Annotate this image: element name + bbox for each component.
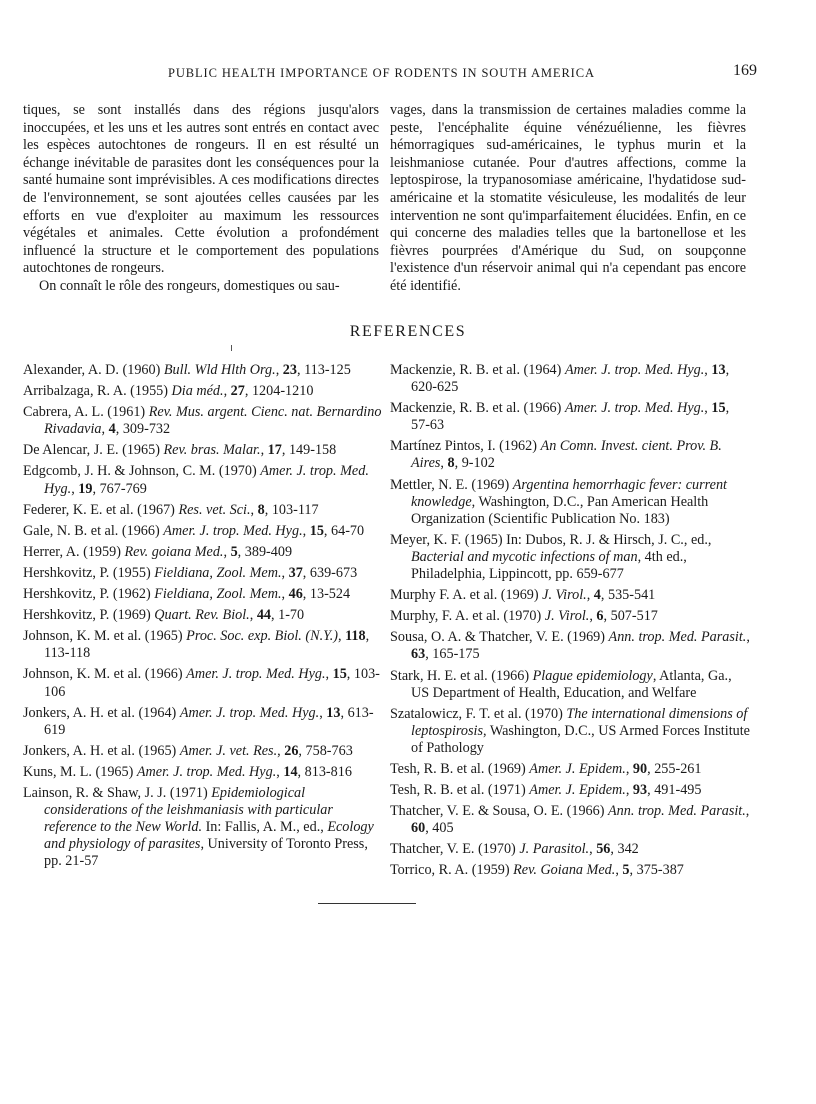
reference-volume: 17 <box>267 442 282 459</box>
reference-authors: Jonkers, A. H. et al. (1965) <box>23 742 180 759</box>
reference-volume: 27 <box>230 383 245 400</box>
reference-publisher: , Atlanta, Ga., US Department of Health, Education, and Welfare <box>411 667 732 701</box>
reference-list-left <box>23 362 383 874</box>
reference-pages: 389-409 <box>244 543 293 560</box>
reference-publisher: , Washington, D.C., Pan American Health Organization (Scientific Publication No. 183) <box>411 493 709 527</box>
reference-source: Amer. J. Epidem. <box>529 760 626 777</box>
reference-authors: Edgcomb, J. H. & Johnson, C. M. (1970) <box>23 463 261 480</box>
reference-pages: 813-816 <box>304 763 352 780</box>
reference-source: Bacterial and mycotic infections of man <box>411 548 638 565</box>
reference-authors: Mackenzie, R. B. et al. (1964) <box>390 362 565 378</box>
reference-source: Amer. J. trop. Med. Hyg. <box>564 362 705 378</box>
reference-authors: Sousa, O. A. & Thatcher, V. E. (1969) <box>390 629 609 646</box>
reference-volume: 118 <box>345 628 366 645</box>
reference-publisher: , 4th ed., Philadelphia, Lippincott, pp. 659-677 <box>411 548 687 583</box>
references-heading: REFERENCES <box>349 323 467 340</box>
body-paragraph: vages, dans la transmission de certaines maladies comme la peste, l'encéphalite équine vénézuélienne, les fièvres hémorragiques sud-américaines, le typhus murin et la leishmaniose cutanée. Pour d'autres affections, comme la leptospirose, la trypanosomiase américaine, l'hydatidose sud-américaine et la stomatite vésiculeuse, les modalités de leur intervention ne sont qu'imparfaitement élucidées. Enfin, en ce qui concerne des maladies telles que la bartonellose et les fièvres pourprées d'Amérique du Sud, on soupçonne l'existence d'un réservoir animal qui n'a cependant pas encore été identifié. <box>390 102 746 294</box>
reference-item: Johnson, K. M. et al. (1965) Proc. Soc. exp. Biol. (N.Y.), 118, 113-118 <box>23 628 370 662</box>
reference-source: An Comn. Invest. cient. Prov. B. Aires <box>411 438 722 472</box>
running-title: PUBLIC HEALTH IMPORTANCE OF RODENTS IN SOUTH AMERICA <box>168 66 595 80</box>
reference-volume: 13 <box>711 362 726 378</box>
reference-source: Amer. J. Epidem. <box>529 782 626 799</box>
reference-authors: Murphy, F. A. et al. (1970) <box>390 608 545 625</box>
reference-item: Alexander, A. D. (1960) Bull. Wld Hlth Org., 23, 113-125 <box>23 362 351 378</box>
reference-authors: Hershkovitz, P. (1955) <box>23 564 155 581</box>
reference-pages: 620-625 <box>411 379 459 396</box>
reference-pages: 639-673 <box>309 564 358 581</box>
reference-editor: In: Fallis, A. M., ed., <box>202 819 328 836</box>
reference-source: Amer. J. trop. Med. Hyg. <box>136 763 277 780</box>
reference-authors: Herrer, A. (1959) <box>23 543 125 560</box>
reference-pages: 613-619 <box>44 704 374 738</box>
reference-volume: 6 <box>596 608 604 625</box>
reference-pages: 1-70 <box>278 607 305 624</box>
body-text-right-column <box>390 102 746 296</box>
reference-volume: 4 <box>108 421 116 438</box>
reference-item: Kuns, M. L. (1965) Amer. J. trop. Med. Hyg., 14, 813-816 <box>23 763 352 780</box>
reference-pages: 375-387 <box>636 862 684 879</box>
reference-pages: 535-541 <box>607 587 656 604</box>
reference-item: Herrer, A. (1959) Rev. goiana Med., 5, 389-409 <box>23 543 293 560</box>
reference-authors: Gale, N. B. et al. (1966) <box>23 522 164 539</box>
reference-volume: 8 <box>447 455 455 472</box>
reference-authors: Arribalzaga, R. A. (1955) <box>23 383 172 400</box>
reference-pages: 309-732 <box>122 421 171 438</box>
reference-source: Ann. trop. Med. Parasit. <box>608 803 746 820</box>
reference-item: Cabrera, A. L. (1961) Rev. Mus. argent. Cienc. nat. Bernardino Rivadavia, 4, 309-732 <box>23 404 382 438</box>
reference-volume: 56 <box>596 841 611 858</box>
reference-source: Amer. J. trop. Med. Hyg. <box>179 704 320 721</box>
reference-item: Hershkovitz, P. (1969) Quart. Rev. Biol., 44, 1-70 <box>23 607 305 624</box>
reference-pages: 405 <box>432 820 454 837</box>
reference-volume: 46 <box>288 586 303 603</box>
reference-volume: 14 <box>283 763 298 780</box>
reference-item: Tesh, R. B. et al. (1971) Amer. J. Epidem., 93, 491-495 <box>390 782 702 799</box>
reference-source: Amer. J. vet. Res. <box>179 742 278 759</box>
reference-pages: 1204-1210 <box>251 383 314 400</box>
reference-source: Rev. Mus. argent. Cienc. nat. Bernardino Rivadavia <box>44 404 382 438</box>
reference-authors: Cabrera, A. L. (1961) <box>23 404 149 421</box>
reference-book-title: Ecology and physiology of parasites <box>44 819 374 853</box>
reference-source: Ann. trop. Med. Parasit. <box>608 629 747 646</box>
page-number: 169 <box>733 62 757 79</box>
end-rule <box>318 903 416 904</box>
reference-pages: 64-70 <box>331 522 365 539</box>
reference-source: Res. vet. Sci. <box>178 501 251 518</box>
reference-item: De Alencar, J. E. (1965) Rev. bras. Malar., 17, 149-158 <box>23 442 337 459</box>
reference-item: Thatcher, V. E. (1970) J. Parasitol., 56, 342 <box>390 841 639 858</box>
reference-volume: 37 <box>288 564 303 581</box>
reference-source: Rev. bras. Malar. <box>163 442 261 459</box>
body-paragraph: tiques, se sont installés dans des régions jusqu'alors inoccupées, et les uns et les autres sont entrés en contact avec les espèces autochtones de rongeurs. Il en est résulté un échange inévitable de parasites dont les conséquences pour la santé humaine sont imprévisibles. A ces modifications directes de l'environnement, se sont ajoutées celles causées par les efforts en vue d'exploiter au maximum les ressources végétales et animales. Cette évolution a profondément influencé la structure et le comportement des populations autochtones de rongeurs. <box>23 102 379 277</box>
reference-authors: Tesh, R. B. et al. (1969) <box>390 760 530 777</box>
reference-authors: Lainson, R. & Shaw, J. J. (1971) <box>23 784 212 801</box>
running-header <box>0 62 816 86</box>
reference-authors: Thatcher, V. E. (1970) <box>390 841 520 858</box>
reference-source: Amer. J. trop. Med. Hyg. <box>186 666 326 683</box>
reference-authors: Stark, H. E. et al. (1966) <box>390 667 533 684</box>
reference-source: Fieldiana, Zool. Mem. <box>154 586 282 603</box>
reference-authors: Murphy F. A. et al. (1969) <box>390 587 543 604</box>
reference-item: Murphy, F. A. et al. (1970) J. Virol., 6, 507-517 <box>390 608 658 625</box>
reference-pages: 9-102 <box>461 455 495 472</box>
reference-source: Amer. J. trop. Med. Hyg. <box>564 400 705 417</box>
reference-pages: 767-769 <box>99 480 147 497</box>
reference-source: Rev. Goiana Med. <box>513 862 616 879</box>
reference-volume: 5 <box>622 862 630 879</box>
reference-list-right <box>390 362 750 884</box>
reference-pages: 507-517 <box>610 608 658 625</box>
reference-source: Rev. goiana Med. <box>124 543 224 560</box>
reference-volume: 15 <box>711 400 726 417</box>
reference-pages: 57-63 <box>411 417 445 434</box>
reference-item: Torrico, R. A. (1959) Rev. Goiana Med., 5, 375-387 <box>390 862 684 879</box>
reference-volume: 44 <box>256 607 271 624</box>
reference-volume: 60 <box>411 820 426 837</box>
reference-volume: 90 <box>632 760 648 777</box>
reference-authors: Tesh, R. B. et al. (1971) <box>390 782 530 799</box>
reference-source: Quart. Rev. Biol. <box>154 607 250 624</box>
reference-source: Proc. Soc. exp. Biol. (N.Y.) <box>186 628 338 645</box>
reference-item: Hershkovitz, P. (1962) Fieldiana, Zool. Mem., 46, 13-524 <box>23 586 351 603</box>
reference-item: Federer, K. E. et al. (1967) Res. vet. Sci., 8, 103-117 <box>23 501 319 518</box>
reference-pages: 113-125 <box>304 362 351 378</box>
reference-volume: 26 <box>284 742 299 759</box>
reference-item: Sousa, O. A. & Thatcher, V. E. (1969) Ann. trop. Med. Parasit., 63, 165-175 <box>390 629 750 663</box>
reference-item: Murphy F. A. et al. (1969) J. Virol., 4, 535-541 <box>390 587 656 604</box>
reference-item: Johnson, K. M. et al. (1966) Amer. J. trop. Med. Hyg., 15, 103-106 <box>23 666 380 700</box>
reference-item: Jonkers, A. H. et al. (1965) Amer. J. vet. Res., 26, 758-763 <box>23 742 353 759</box>
reference-pages: 149-158 <box>288 442 337 459</box>
reference-pages: 103-106 <box>44 666 380 700</box>
reference-authors: Mettler, N. E. (1969) <box>390 476 513 493</box>
reference-authors: Szatalowicz, F. T. et al. (1970) <box>390 705 567 722</box>
reference-volume: 8 <box>257 501 265 518</box>
reference-volume: 93 <box>632 782 648 799</box>
reference-pages: 758-763 <box>305 742 353 759</box>
reference-item <box>390 477 750 528</box>
reference-pages: 491-495 <box>654 782 702 799</box>
reference-source: Bull. Wld Hlth Org. <box>163 362 276 378</box>
reference-pages: 113-118 <box>44 645 91 662</box>
reference-item: Gale, N. B. et al. (1966) Amer. J. trop. Med. Hyg., 15, 64-70 <box>23 522 365 539</box>
reference-item: Thatcher, V. E. & Sousa, O. E. (1966) Ann. trop. Med. Parasit., 60, 405 <box>390 803 750 837</box>
reference-pages: 255-261 <box>654 760 702 777</box>
reference-authors: Alexander, A. D. (1960) <box>23 362 164 378</box>
reference-source: J. Virol. <box>544 608 590 625</box>
reference-source: Epidemiological considerations of the leishmaniasis with particular reference to the New World. <box>44 784 333 836</box>
reference-publisher: , Washington, D.C., US Armed Forces Institute of Pathology <box>411 722 750 756</box>
reference-item <box>390 532 750 583</box>
reference-volume: 15 <box>309 522 324 539</box>
reference-item: Edgcomb, J. H. & Johnson, C. M. (1970) Amer. J. trop. Med. Hyg., 19, 767-769 <box>23 463 369 497</box>
reference-source: The international dimensions of leptospirosis <box>411 705 748 739</box>
reference-volume: 63 <box>411 646 426 663</box>
reference-item <box>23 785 383 870</box>
reference-item: Tesh, R. B. et al. (1969) Amer. J. Epidem., 90, 255-261 <box>390 760 702 777</box>
reference-volume: 23 <box>282 362 297 378</box>
reference-authors: Johnson, K. M. et al. (1966) <box>23 666 187 683</box>
reference-item <box>390 706 750 757</box>
reference-item: Arribalzaga, R. A. (1955) Dia méd., 27, 1204-1210 <box>23 383 314 400</box>
reference-item: Mackenzie, R. B. et al. (1964) Amer. J. trop. Med. Hyg., 13, 620-625 <box>390 362 730 396</box>
reference-source: J. Parasitol. <box>519 841 590 858</box>
reference-publisher: , University of Toronto Press, pp. 21-57 <box>44 836 368 870</box>
reference-authors: Federer, K. E. et al. (1967) <box>23 501 179 518</box>
reference-authors: Mackenzie, R. B. et al. (1966) <box>390 400 565 417</box>
reference-authors: Martínez Pintos, I. (1962) <box>390 438 541 455</box>
reference-pages: 342 <box>617 841 639 858</box>
reference-source: J. Virol. <box>542 587 587 604</box>
reference-authors: Thatcher, V. E. & Sousa, O. E. (1966) <box>390 803 608 820</box>
reference-volume: 13 <box>326 704 341 721</box>
reference-pages: 165-175 <box>432 646 480 663</box>
reference-volume: 5 <box>230 543 238 560</box>
reference-source: Plague epidemiology <box>532 667 653 684</box>
body-text-left-column <box>23 102 379 296</box>
reference-volume: 15 <box>332 666 347 683</box>
reference-authors: Johnson, K. M. et al. (1965) <box>23 628 187 645</box>
reference-authors: De Alencar, J. E. (1965) <box>23 442 164 459</box>
body-paragraph: On connaît le rôle des rongeurs, domestiques ou sau- <box>39 277 340 294</box>
reference-item <box>390 668 750 702</box>
reference-authors: Jonkers, A. H. et al. (1964) <box>23 704 180 721</box>
reference-source: Argentina hemorrhagic fever: current knowledge <box>411 476 727 510</box>
reference-authors: Meyer, K. F. (1965) In: Dubos, R. J. & Hirsch, J. C., ed., <box>390 531 712 548</box>
reference-source: Fieldiana, Zool. Mem. <box>154 564 282 581</box>
reference-authors: Torrico, R. A. (1959) <box>390 862 514 879</box>
stray-mark <box>231 345 232 351</box>
reference-item: Mackenzie, R. B. et al. (1966) Amer. J. trop. Med. Hyg., 15, 57-63 <box>390 400 730 434</box>
reference-source: Dia méd. <box>171 383 224 400</box>
reference-source: Amer. J. trop. Med. Hyg. <box>44 463 369 497</box>
reference-item: Martínez Pintos, I. (1962) An Comn. Invest. cient. Prov. B. Aires, 8, 9-102 <box>390 438 722 472</box>
reference-item: Jonkers, A. H. et al. (1964) Amer. J. trop. Med. Hyg., 13, 613-619 <box>23 704 374 738</box>
reference-authors: Hershkovitz, P. (1969) <box>23 607 155 624</box>
reference-pages: 103-117 <box>271 501 319 518</box>
reference-pages: 13-524 <box>309 586 351 603</box>
reference-volume: 4 <box>593 587 601 604</box>
reference-item: Hershkovitz, P. (1955) Fieldiana, Zool. Mem., 37, 639-673 <box>23 564 358 581</box>
reference-volume: 19 <box>78 480 93 497</box>
reference-source: Amer. J. trop. Med. Hyg. <box>163 522 303 539</box>
reference-authors: Hershkovitz, P. (1962) <box>23 586 155 603</box>
reference-authors: Kuns, M. L. (1965) <box>23 763 137 780</box>
